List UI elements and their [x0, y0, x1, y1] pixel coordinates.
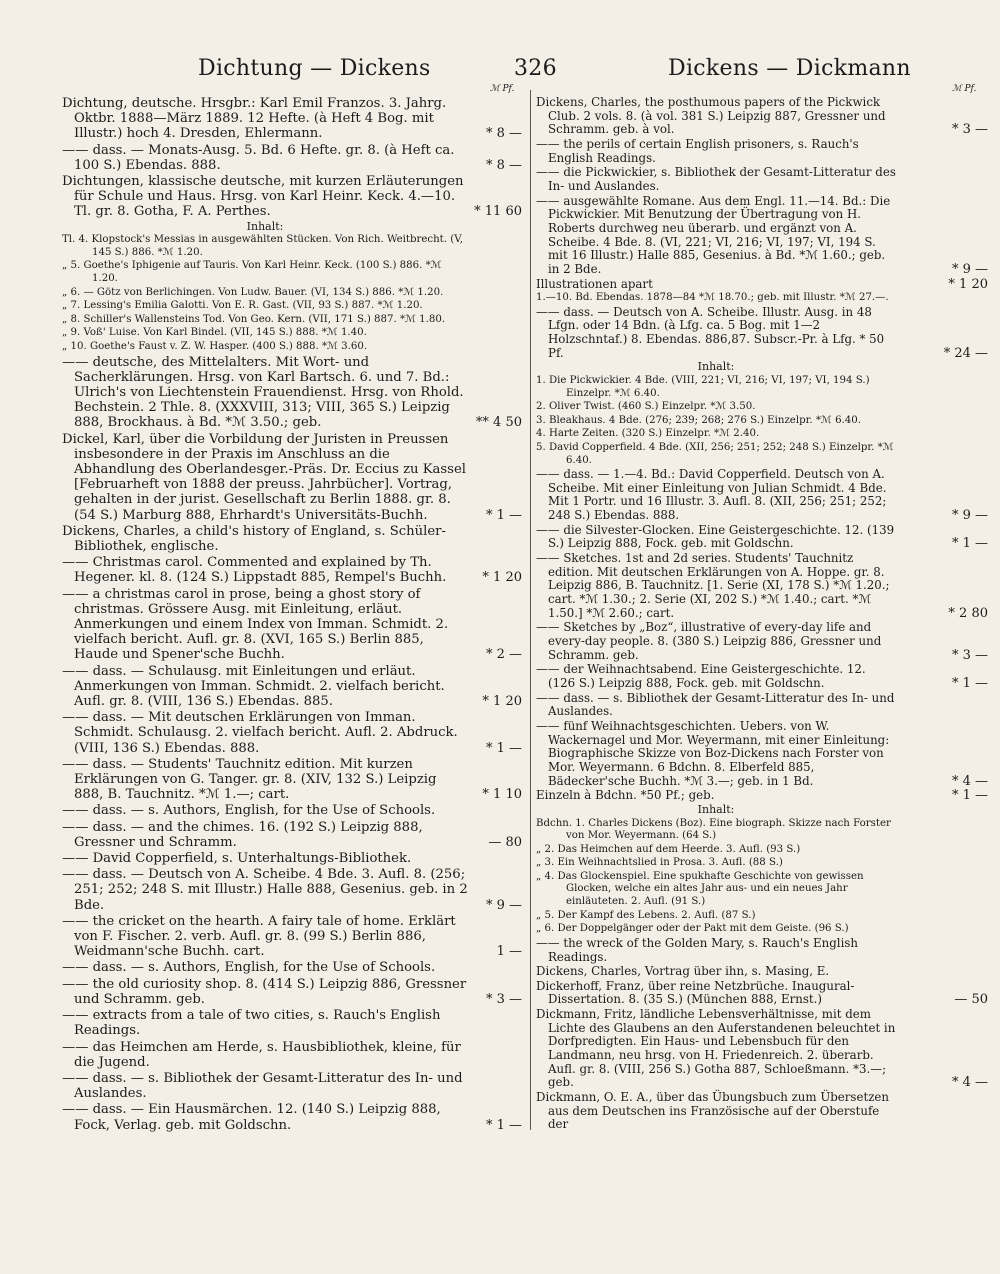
contents-line — [536, 375, 944, 400]
catalog-entry — [536, 965, 944, 979]
right-column — [536, 95, 988, 1133]
entry-price: * 1 — — [485, 740, 522, 756]
contents-line — [536, 401, 944, 414]
entry-price: * 11 60 — [474, 204, 522, 220]
entry-text: —— die Silvester-Glocken. Eine Geistergeschichte. 12. (139 S.) Leipzig 888, Fock. geb. mit Goldschn. — [536, 522, 895, 551]
catalog-entry — [62, 524, 524, 554]
entry-text: —— dass. — Schulausg. mit Einleitungen und erläut. Anmerkungen von Imman. Schmidt. 2. vielfach bericht. Aufl. gr. 8. (VIII, 136 S.) Ebendas. 885. — [62, 663, 445, 710]
entry-price: * 4 — — [951, 773, 988, 789]
catalog-entry — [536, 788, 988, 804]
catalog-entry — [62, 355, 524, 431]
catalog-entry — [536, 718, 988, 789]
catalog-entry — [62, 960, 524, 975]
catalog-entry — [536, 1007, 988, 1091]
entry-price: ** 4 50 — [475, 415, 522, 431]
contents-line — [536, 361, 944, 374]
contents-line — [62, 341, 524, 354]
catalog-entry — [536, 522, 988, 552]
running-head-right: Dickens — Dickmann — [668, 56, 911, 81]
catalog-entry — [62, 820, 524, 850]
catalog-entry — [62, 1102, 524, 1132]
entry-text: —— dass. — Ein Hausmärchen. 12. (140 S.) Leipzig 888, Fock, Verlag. geb. mit Goldschn. — [62, 1102, 441, 1133]
entry-price: * 3 — — [951, 647, 988, 663]
catalog-entry — [62, 1008, 524, 1038]
entry-text: Dickens, Charles, Vortrag über ihn, s. Masing, E. — [536, 964, 830, 979]
contents-line — [62, 327, 524, 340]
entry-text: —— dass. — s. Authors, English, for the Use of Schools. — [62, 960, 436, 976]
entry-price: * 1 — — [951, 676, 988, 691]
contents-line — [536, 415, 944, 428]
entry-text: „ 7. Lessing's Emilia Galotti. Von E. R. Gast. (VII, 93 S.) 887. *ℳ 1.20. — [62, 300, 423, 312]
entry-text: 1. Die Pickwickier. 4 Bde. (VIII, 221; VI, 216; VI, 197; VI, 194 S.) Einzelpr. *ℳ 6.40. — [536, 375, 870, 399]
catalog-entry — [536, 1091, 944, 1132]
catalog-entry — [536, 304, 988, 361]
entry-price: * 1 — — [951, 536, 988, 552]
contents-line — [62, 234, 524, 259]
entry-price: * 2 — — [485, 647, 522, 663]
entry-price: * 3 — — [485, 991, 522, 1007]
entry-text: „ 6. — Götz von Berlichingen. Von Ludw. Bauer. (VI, 134 S.) 886. *ℳ 1.20. — [62, 286, 444, 298]
contents-line — [536, 871, 944, 909]
entry-text: —— David Copperfield, s. Unterhaltungs-Bibliothek. — [62, 851, 412, 867]
column-divider — [530, 90, 531, 1130]
entry-text: Dichtungen, klassische deutsche, mit kurzen Erläuterungen für Schule und Haus. Hrsg. von Karl Heinr. Keck. 4.—10. Tl. gr. 8. Gotha, F. A. Perthes. — [62, 174, 464, 220]
entry-text: Inhalt: — [697, 360, 735, 374]
entry-text: Dickerhoff, Franz, über reine Netzbrüche. Inaugural-Dissertation. 8. (35 S.) (München 888, Ernst.) — [536, 978, 855, 1007]
running-head-left: Dichtung — Dickens — [198, 56, 431, 81]
entry-price: 1 — — [496, 944, 522, 960]
entry-text: —— dass. — s. Bibliothek der Gesamt-Litteratur des In- und Auslandes. — [62, 1070, 463, 1102]
entry-price: * 1 20 — [482, 694, 522, 710]
catalog-entry — [62, 96, 524, 142]
entry-text: 1.—10. Bd. Ebendas. 1878—84 *ℳ 18.70.; geb. mit Illustr. *ℳ 27.—. — [536, 292, 889, 304]
left-column — [62, 96, 524, 1134]
catalog-entry — [536, 937, 944, 964]
catalog-entry — [62, 555, 524, 585]
catalog-entry — [62, 914, 524, 960]
catalog-entry — [62, 977, 524, 1007]
contents-line — [536, 857, 944, 870]
entry-text: Inhalt: — [246, 219, 284, 233]
entry-text: —— die Pickwickier, s. Bibliothek der Gesamt-Litteratur des In- und Auslandes. — [536, 165, 896, 193]
entry-text: —— extracts from a tale of two cities, s. Rauch's English Readings. — [62, 1008, 441, 1039]
entry-text: Dichtung, deutsche. Hrsgbr.: Karl Emil Franzos. 3. Jahrg. Oktbr. 1888—März 1889. 12 Hefte. (à Heft 4 Bog. mit Illustr.) hoch 4. Dresden, Ehlermann. — [62, 96, 447, 142]
entry-text: 4. Harte Zeiten. (320 S.) Einzelpr. *ℳ 2.40. — [536, 428, 760, 440]
entry-price: * 1 10 — [482, 787, 522, 803]
entry-text: —— Sketches. 1st and 2d series. Students' Tauchnitz edition. Mit deutschen Erklärungen von A. Hoppe. gr. 8. Leipzig 886, B. Tauchnitz. [1. Serie (XI, 178 S.) *ℳ 1.20.; cart. *ℳ 1.30.; 2. Serie (XI, 202 S.) *ℳ 1.40.; cart. *ℳ 1.50.] *ℳ 2.60.; cart. — [536, 551, 890, 620]
entry-text: —— fünf Weihnachtsgeschichten. Uebers. von W. Wackernagel und Mor. Weyermann, mit einer Einleitung: Biographische Skizze von Boz-Dickens nach Forster von Mor. Weyermann. 6 Bdchn. 8. Elberfeld 885, Bädecker'sche Buchh. *ℳ 3.—; geb. in 1 Bd. — [536, 718, 890, 788]
contents-line — [536, 923, 944, 936]
entry-price: * 4 — — [951, 1075, 988, 1091]
entry-text: 2. Oliver Twist. (460 S.) Einzelpr. *ℳ 3.50. — [536, 401, 756, 413]
catalog-entry — [62, 1071, 524, 1101]
contents-line — [536, 292, 944, 305]
contents-line — [536, 844, 944, 857]
entry-price: * 1 20 — [948, 276, 988, 292]
contents-line — [62, 300, 524, 313]
entry-price: * 1 — — [951, 788, 988, 804]
catalog-entry — [62, 710, 524, 756]
entry-text: „ 3. Ein Weihnachtslied in Prosa. 3. Aufl. (88 S.) — [536, 857, 783, 869]
entry-text: Dickel, Karl, über die Vorbildung der Juristen in Preussen insbesondere in der Praxis im Anschluss an die Abhandlung des Oberlandesger.-Präs. Dr. Eccius zu Kassel [Februarheft von 1888 der preuss. Jahrbücher]. Vortrag, gehalten in der jurist. Gesellschaft zu Berlin 1888. gr. 8. (54 S.) Marburg 888, Ehrhardt's Universitäts-Buchh. — [62, 431, 466, 523]
entry-text: Bdchn. 1. Charles Dickens (Boz). Eine biograph. Skizze nach Forster von Mor. Weyermann. (64 S.) — [536, 817, 891, 842]
entry-price: * 9 — — [485, 897, 522, 913]
entry-text: Tl. 4. Klopstock's Messias in ausgewählten Stücken. Von Rich. Weitbrecht. (V, 145 S.) 886. *ℳ 1.20. — [62, 234, 464, 258]
entry-text: —— dass. — s. Bibliothek der Gesamt-Litteratur des In- und Auslandes. — [536, 690, 895, 719]
contents-line — [536, 818, 944, 843]
entry-text: —— Sketches by „Boz“, illustrative of every-day life and every-day people. 8. (380 S.) Leipzig 886, Gressner und Schramm. geb. — [536, 620, 882, 662]
entry-text: „ 8. Schiller's Wallensteins Tod. Von Geo. Kern. (VII, 171 S.) 887. *ℳ 1.80. — [62, 313, 446, 325]
entry-text: —— dass. — Monats-Ausg. 5. Bd. 6 Hefte. gr. 8. (à Heft ca. 100 S.) Ebendas. 888. — [62, 142, 455, 173]
entry-text: Einzeln à Bdchn. *50 Pf.; geb. — [536, 788, 715, 803]
entry-text: —— dass. — 1.—4. Bd.: David Copperfield. Deutsch von A. Scheibe. Mit einer Einleitung von Julian Schmidt. 4 Bde. Mit 1 Portr. und 16 Illustr. 3. Aufl. 8. (XII, 256; 251; 252; 248 S.) Ebendas. 888. — [536, 467, 887, 523]
currency-label-left: ℳ Pf. — [490, 84, 515, 94]
entry-price: * 8 — — [485, 157, 522, 173]
catalog-entry — [62, 851, 524, 866]
contents-line — [62, 260, 524, 285]
entry-text: —— dass. — s. Authors, English, for the Use of Schools. — [62, 803, 436, 819]
contents-line — [536, 428, 944, 441]
catalog-entry — [62, 757, 524, 803]
entry-price: — 50 — [954, 992, 988, 1008]
catalog-entry — [62, 803, 524, 818]
catalog-entry — [62, 432, 524, 523]
entry-price: * 1 — — [485, 507, 522, 523]
catalog-entry — [536, 138, 944, 165]
entry-text: —— dass. — Deutsch von A. Scheibe. Illustr. Ausg. in 48 Lfgn. oder 14 Bdn. (à Lfg. ca. 5 Bog. mit 1—2 Holzschntaf.) 8. Ebendas. 886,87. Subscr.-Pr. à Lfg. * 50 Pf. — [536, 304, 885, 360]
entry-text: —— deutsche, des Mittelalters. Mit Wort- und Sacherklärungen. Hrsg. von Karl Bartsch. 6. und 7. Bd.: Ulrich's von Liechtenstein Frauendienst. Hrsg. von Rhold. Bechstein. 2 Thle. 8. (XXXVIII, 313; VIII, 365 S.) Leipzig 888, Brockhaus. à Bd. *ℳ 3.50.; geb. — [62, 354, 464, 431]
entry-text: Dickmann, Fritz, ländliche Lebensverhältnisse, mit dem Lichte des Glaubens an den Auferstandenen beleuchtet in Dorfpredigten. Ein Haus- und Lebensbuch für den Landmann, neu hrsg. von H. Friedenreich. 2. überarb. Aufl. gr. 8. (VIII, 256 S.) Gotha 887, Schloeßmann. *3.—; geb. — [536, 1007, 896, 1090]
entry-text: —— Christmas carol. Commented and explained by Th. Hegener. kl. 8. (124 S.) Lippstadt 885, Rempel's Buchh. — [62, 555, 447, 586]
catalog-entry — [62, 174, 524, 220]
entry-text: Inhalt: — [697, 802, 735, 816]
entry-text: —— the wreck of the Golden Mary, s. Rauch's English Readings. — [536, 935, 859, 964]
contents-line — [536, 804, 944, 817]
catalog-entry — [62, 867, 524, 913]
entry-text: Dickens, Charles, a child's history of England, s. Schüler-Bibliothek, englische. — [62, 523, 446, 554]
entry-price: * 1 — — [485, 1117, 522, 1133]
catalog-entry — [536, 551, 988, 621]
entry-text: Dickens, Charles, the posthumous papers of the Pickwick Club. 2 vols. 8. (à vol. 381 S.) Leipzig 887, Gressner und Schramm. geb. à vol. — [536, 95, 886, 137]
entry-text: „ 4. Das Glockenspiel. Eine spukhafte Geschichte von gewissen Glocken, welche ein altes Jahr aus- und ein neues Jahr einläuteten. 2. Aufl. (91 S.) — [536, 870, 864, 908]
entry-text: „ 9. Voß' Luise. Von Karl Bindel. (VII, 145 S.) 888. *ℳ 1.40. — [62, 327, 367, 339]
catalog-entry — [536, 95, 988, 138]
entry-text: —— der Weihnachtsabend. Eine Geistergeschichte. 12. (126 S.) Leipzig 888, Fock. geb. mit Goldschn. — [536, 662, 866, 690]
entry-text: „ 6. Der Doppelgänger oder der Pakt mit dem Geiste. (96 S.) — [536, 923, 849, 935]
catalog-entry — [62, 143, 524, 173]
contents-line — [536, 910, 944, 923]
page-number: 326 — [514, 56, 557, 81]
catalog-entry — [62, 587, 524, 663]
entry-text: —— the old curiosity shop. 8. (414 S.) Leipzig 886, Gressner und Schramm. geb. — [62, 976, 467, 1007]
catalog-entry — [536, 978, 988, 1008]
catalog-entry — [536, 662, 988, 691]
entry-price: * 2 80 — [948, 605, 988, 621]
entry-price: * 24 — — [943, 345, 988, 361]
catalog-entry — [536, 166, 944, 193]
entry-text: —— dass. — and the chimes. 16. (192 S.) Leipzig 888, Gressner und Schramm. — [62, 819, 423, 850]
entry-price: * 9 — — [951, 261, 988, 277]
entry-price: * 8 — — [485, 126, 522, 142]
entry-text: —— a christmas carol in prose, being a ghost story of christmas. Grössere Ausg. mit Einleitung, erläut. Anmerkungen und einem Index von Imman. Schmidt. 2. vielfach bericht. Aufl. gr. 8. (XVI, 165 S.) Berlin 885, Haude und Spener'sche Buchh. — [62, 586, 449, 663]
entry-text: 5. David Copperfield. 4 Bde. (XII, 256; 251; 252; 248 S.) Einzelpr. *ℳ 6.40. — [536, 441, 894, 466]
catalog-entry — [536, 467, 988, 524]
catalog-entry — [62, 664, 524, 710]
entry-price: — 80 — [488, 834, 522, 850]
currency-label-right: ℳ Pf. — [952, 84, 977, 94]
entry-text: „ 5. Goethe's Iphigenie auf Tauris. Von Karl Heinr. Keck. (100 S.) 886. *ℳ 1.20. — [62, 260, 442, 284]
contents-line — [62, 287, 524, 300]
entry-text: —— das Heimchen am Herde, s. Hausbibliothek, kleine, für die Jugend. — [62, 1039, 461, 1070]
entry-text: —— dass. — Mit deutschen Erklärungen von Imman. Schmidt. Schulausg. 2. vielfach bericht. Aufl. 2. Abdruck. (VIII, 136 S.) Ebendas. 888. — [62, 710, 458, 756]
entry-text: —— dass. — Students' Tauchnitz edition. Mit kurzen Erklärungen von G. Tanger. gr. 8. (XIV, 132 S.) Leipzig 888, B. Tauchnitz. *ℳ 1.—; cart. — [62, 756, 437, 803]
catalog-entry — [536, 620, 988, 663]
entry-price: * 1 20 — [482, 570, 522, 586]
entry-text: „ 5. Der Kampf des Lebens. 2. Aufl. (87 S.) — [536, 909, 756, 921]
entry-text: „ 10. Goethe's Faust v. Z. W. Hasper. (400 S.) 888. *ℳ 3.60. — [62, 340, 368, 352]
entry-text: Dickmann, O. E. A., über das Übungsbuch zum Übersetzen aus dem Deutschen ins Französische auf der Oberstufe der — [536, 1090, 890, 1132]
entry-text: „ 2. Das Heimchen auf dem Heerde. 3. Aufl. (93 S.) — [536, 843, 801, 855]
entry-price: * 9 — — [951, 508, 988, 524]
entry-text: —— dass. — Deutsch von A. Scheibe. 4 Bde. 3. Aufl. 8. (256; 251; 252; 248 S. mit Illustr.) Halle 888, Gesenius. geb. in 2 Bde. — [62, 867, 468, 913]
contents-line — [62, 314, 524, 327]
entry-text: —— the perils of certain English prisoners, s. Rauch's English Readings. — [536, 136, 859, 165]
contents-line — [62, 221, 524, 234]
entry-text: 3. Bleakhaus. 4 Bde. (276; 239; 268; 276 S.) Einzelpr. *ℳ 6.40. — [536, 414, 861, 426]
entry-text: —— ausgewählte Romane. Aus dem Engl. 11.—14. Bd.: Die Pickwickier. Mit Benutzung der Übertragung von H. Roberts durchweg neu überarb. und ergänzt von A. Scheibe. 4 Bde. 8. (VI, 221; VI, 216; VI, 197; VI, 194 S. mit 16 Illustr.) Halle 885, Gesenius. à Bd. *ℳ 1.60.; geb. in 2 Bde. — [536, 193, 891, 276]
entry-price: * 3 — — [951, 122, 988, 138]
entry-text: Illustrationen apart — [536, 276, 653, 291]
contents-line — [536, 442, 944, 467]
catalog-entry — [536, 193, 988, 277]
catalog-entry — [62, 1040, 524, 1070]
catalog-entry — [536, 692, 944, 719]
catalog-entry — [536, 276, 988, 292]
entry-text: —— the cricket on the hearth. A fairy tale of home. Erklärt von F. Fischer. 2. verb. Aufl. gr. 8. (99 S.) Berlin 886, Weidmann'sche Buchh. cart. — [62, 913, 456, 960]
